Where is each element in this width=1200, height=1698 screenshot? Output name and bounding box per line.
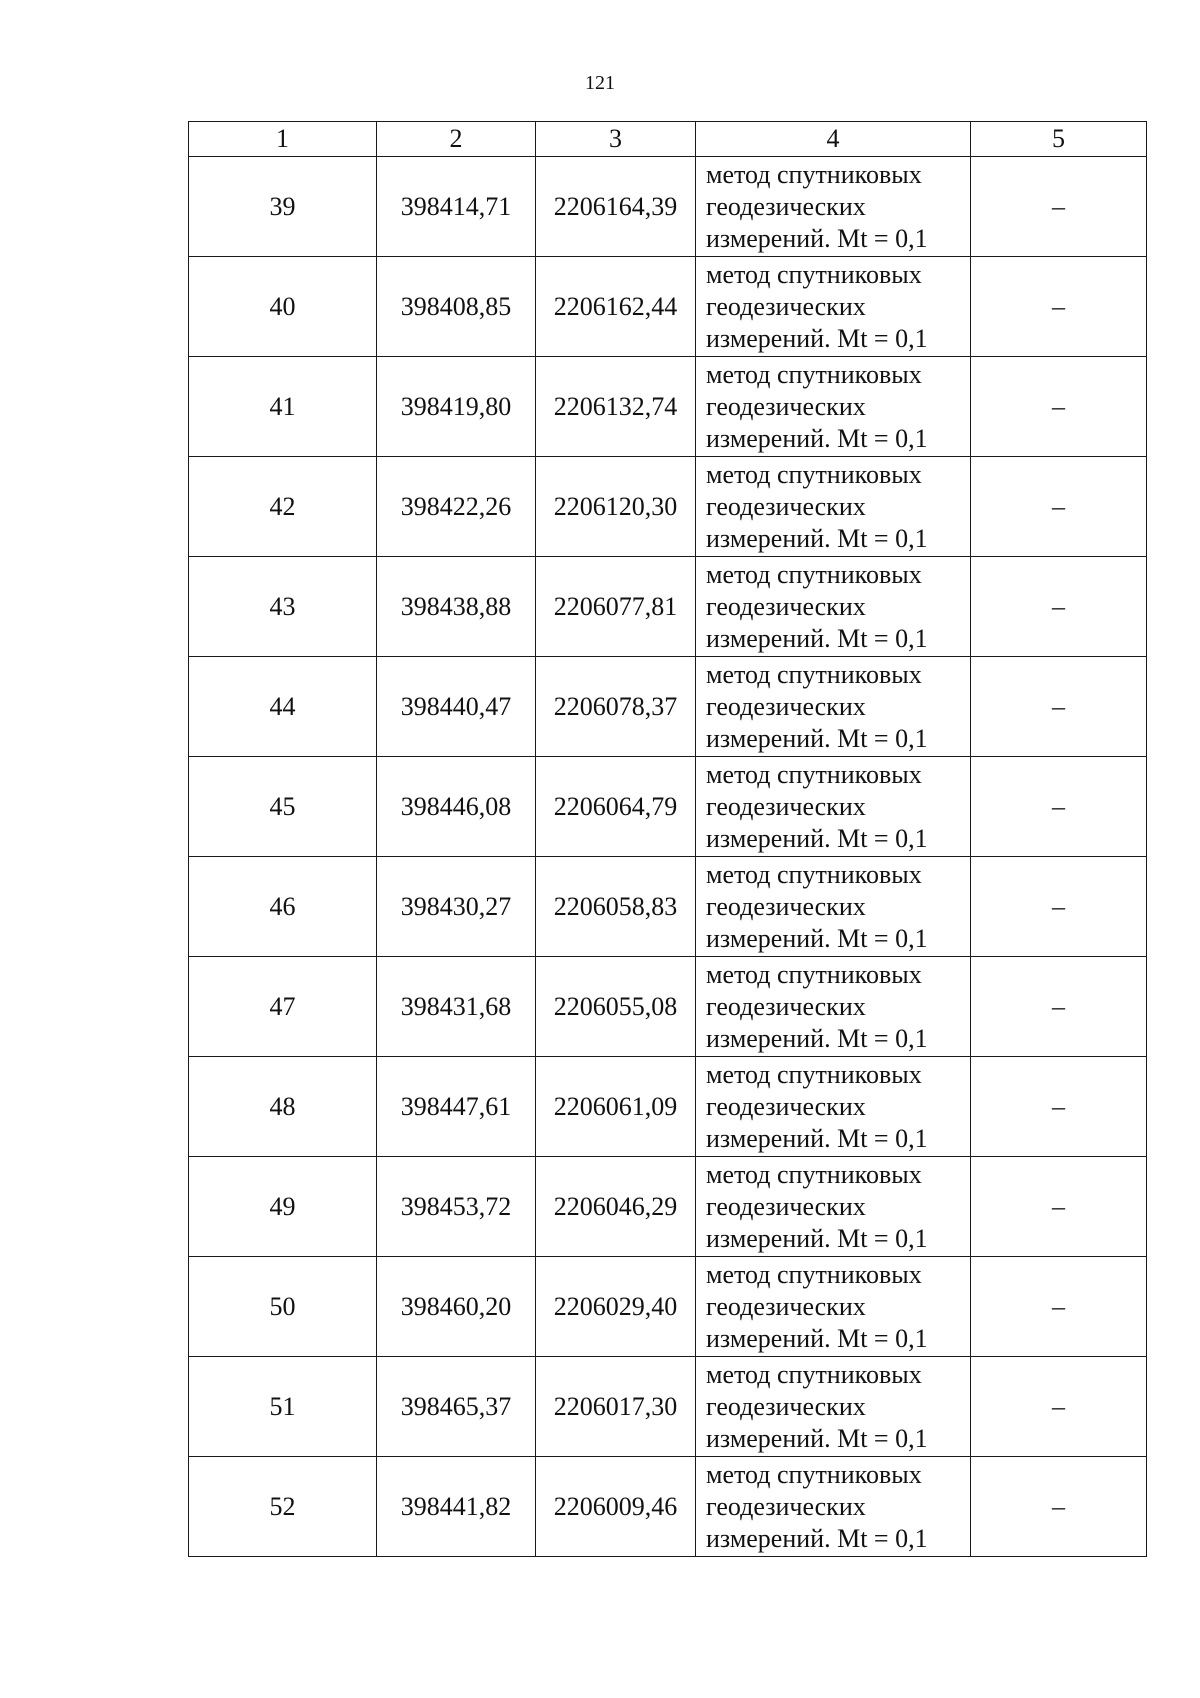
method-line-2: геодезических [706,691,866,721]
y-coordinate-cell: 2206064,79 [536,757,696,857]
column-5-cell [971,157,1147,257]
point-number-cell: 43 [189,557,377,657]
method-text [696,259,970,355]
dash-value: – [1052,1491,1065,1521]
method-line-2: геодезических [706,291,866,321]
table-row [189,957,1147,1057]
x-coordinate-cell: 398465,37 [377,1357,536,1457]
y-coordinate-cell: 2206017,30 [536,1357,696,1457]
method-line-3: измерений. Mt = 0,1 [706,523,928,553]
column-5-cell [971,257,1147,357]
method-line-1: метод спутниковых [706,759,922,789]
method-text [696,1059,970,1155]
point-number-cell: 46 [189,857,377,957]
method-line-1: метод спутниковых [706,1459,922,1489]
method-line-2: геодезических [706,1291,866,1321]
method-cell [696,157,971,257]
point-number-cell: 45 [189,757,377,857]
y-coordinate-cell: 2206132,74 [536,357,696,457]
y-coordinate-cell: 2206009,46 [536,1457,696,1557]
x-coordinate-cell: 398447,61 [377,1057,536,1157]
method-line-3: измерений. Mt = 0,1 [706,1323,928,1353]
method-text [696,1359,970,1455]
method-line-3: измерений. Mt = 0,1 [706,723,928,753]
method-cell [696,1457,971,1557]
dash-value: – [1052,391,1065,421]
y-coordinate-cell: 2206077,81 [536,557,696,657]
method-cell [696,557,971,657]
method-cell [696,757,971,857]
column-header-3: 3 [536,122,696,157]
method-line-2: геодезических [706,191,866,221]
dash-value: – [1052,791,1065,821]
method-cell [696,357,971,457]
column-5-cell [971,857,1147,957]
table-row [189,357,1147,457]
x-coordinate-cell: 398431,68 [377,957,536,1057]
column-header-2: 2 [377,122,536,157]
column-5-cell [971,1257,1147,1357]
table-row [189,1457,1147,1557]
table-row [189,1057,1147,1157]
table-row [189,157,1147,257]
table-row [189,1157,1147,1257]
dash-value: – [1052,1091,1065,1121]
x-coordinate-cell: 398422,26 [377,457,536,557]
method-cell [696,957,971,1057]
y-coordinate-cell: 2206162,44 [536,257,696,357]
point-number-cell: 39 [189,157,377,257]
point-number-cell: 51 [189,1357,377,1457]
point-number-cell: 49 [189,1157,377,1257]
column-5-cell [971,357,1147,457]
method-line-3: измерений. Mt = 0,1 [706,1123,928,1153]
method-line-3: измерений. Mt = 0,1 [706,623,928,653]
method-line-1: метод спутниковых [706,259,922,289]
column-5-cell [971,1157,1147,1257]
table-row [189,257,1147,357]
dash-value: – [1052,1291,1065,1321]
dash-value: – [1052,691,1065,721]
method-cell [696,1157,971,1257]
x-coordinate-cell: 398460,20 [377,1257,536,1357]
method-cell [696,657,971,757]
dash-value: – [1052,491,1065,521]
dash-value: – [1052,1191,1065,1221]
x-coordinate-cell: 398430,27 [377,857,536,957]
column-5-cell [971,757,1147,857]
x-coordinate-cell: 398419,80 [377,357,536,457]
table-row [189,457,1147,557]
x-coordinate-cell: 398440,47 [377,657,536,757]
y-coordinate-cell: 2206061,09 [536,1057,696,1157]
x-coordinate-cell: 398441,82 [377,1457,536,1557]
method-line-3: измерений. Mt = 0,1 [706,223,928,253]
method-text [696,1259,970,1355]
page-number: 121 [585,72,615,94]
method-text [696,759,970,855]
dash-value: – [1052,191,1065,221]
column-5-cell [971,957,1147,1057]
x-coordinate-cell: 398408,85 [377,257,536,357]
method-line-2: геодезических [706,791,866,821]
method-text [696,1459,970,1555]
method-line-2: геодезических [706,1191,866,1221]
column-5-cell [971,657,1147,757]
method-line-1: метод спутниковых [706,1359,922,1389]
method-cell [696,857,971,957]
x-coordinate-cell: 398446,08 [377,757,536,857]
y-coordinate-cell: 2206055,08 [536,957,696,1057]
coordinates-table [188,121,1147,1557]
method-line-1: метод спутниковых [706,459,922,489]
dash-value: – [1052,991,1065,1021]
method-text [696,559,970,655]
method-line-1: метод спутниковых [706,159,922,189]
table-row [189,1257,1147,1357]
table-header-row [189,122,1147,157]
y-coordinate-cell: 2206029,40 [536,1257,696,1357]
method-cell [696,1057,971,1157]
table-row [189,557,1147,657]
method-text [696,359,970,455]
method-line-1: метод спутниковых [706,659,922,689]
method-line-3: измерений. Mt = 0,1 [706,1223,928,1253]
x-coordinate-cell: 398438,88 [377,557,536,657]
method-line-2: геодезических [706,391,866,421]
table-row [189,1357,1147,1457]
method-line-2: геодезических [706,491,866,521]
method-line-3: измерений. Mt = 0,1 [706,1023,928,1053]
method-line-3: измерений. Mt = 0,1 [706,1423,928,1453]
method-cell [696,1357,971,1457]
method-line-1: метод спутниковых [706,1159,922,1189]
y-coordinate-cell: 2206164,39 [536,157,696,257]
method-line-2: геодезических [706,1491,866,1521]
column-header-1: 1 [189,122,377,157]
method-text [696,159,970,255]
method-line-1: метод спутниковых [706,1259,922,1289]
method-text [696,659,970,755]
method-line-1: метод спутниковых [706,359,922,389]
method-line-3: измерений. Mt = 0,1 [706,323,928,353]
method-line-2: геодезических [706,1391,866,1421]
method-cell [696,457,971,557]
column-header-4: 4 [696,122,971,157]
table-row [189,657,1147,757]
method-line-1: метод спутниковых [706,559,922,589]
method-cell [696,257,971,357]
column-5-cell [971,1357,1147,1457]
x-coordinate-cell: 398414,71 [377,157,536,257]
column-5-cell [971,457,1147,557]
method-cell [696,1257,971,1357]
point-number-cell: 48 [189,1057,377,1157]
y-coordinate-cell: 2206046,29 [536,1157,696,1257]
point-number-cell: 41 [189,357,377,457]
y-coordinate-cell: 2206078,37 [536,657,696,757]
method-text [696,459,970,555]
method-line-2: геодезических [706,891,866,921]
point-number-cell: 50 [189,1257,377,1357]
column-5-cell [971,1057,1147,1157]
point-number-cell: 44 [189,657,377,757]
method-line-3: измерений. Mt = 0,1 [706,423,928,453]
table-row [189,857,1147,957]
method-line-2: геодезических [706,591,866,621]
method-line-3: измерений. Mt = 0,1 [706,823,928,853]
dash-value: – [1052,891,1065,921]
point-number-cell: 42 [189,457,377,557]
method-text [696,959,970,1055]
y-coordinate-cell: 2206058,83 [536,857,696,957]
method-text [696,859,970,955]
dash-value: – [1052,591,1065,621]
y-coordinate-cell: 2206120,30 [536,457,696,557]
x-coordinate-cell: 398453,72 [377,1157,536,1257]
method-line-1: метод спутниковых [706,859,922,889]
method-line-2: геодезических [706,1091,866,1121]
column-5-cell [971,557,1147,657]
method-text [696,1159,970,1255]
dash-value: – [1052,1391,1065,1421]
point-number-cell: 40 [189,257,377,357]
dash-value: – [1052,291,1065,321]
method-line-3: измерений. Mt = 0,1 [706,1523,928,1553]
column-header-5: 5 [971,122,1147,157]
method-line-1: метод спутниковых [706,959,922,989]
point-number-cell: 47 [189,957,377,1057]
table-row [189,757,1147,857]
column-5-cell [971,1457,1147,1557]
point-number-cell: 52 [189,1457,377,1557]
method-line-2: геодезических [706,991,866,1021]
method-line-1: метод спутниковых [706,1059,922,1089]
method-line-3: измерений. Mt = 0,1 [706,923,928,953]
